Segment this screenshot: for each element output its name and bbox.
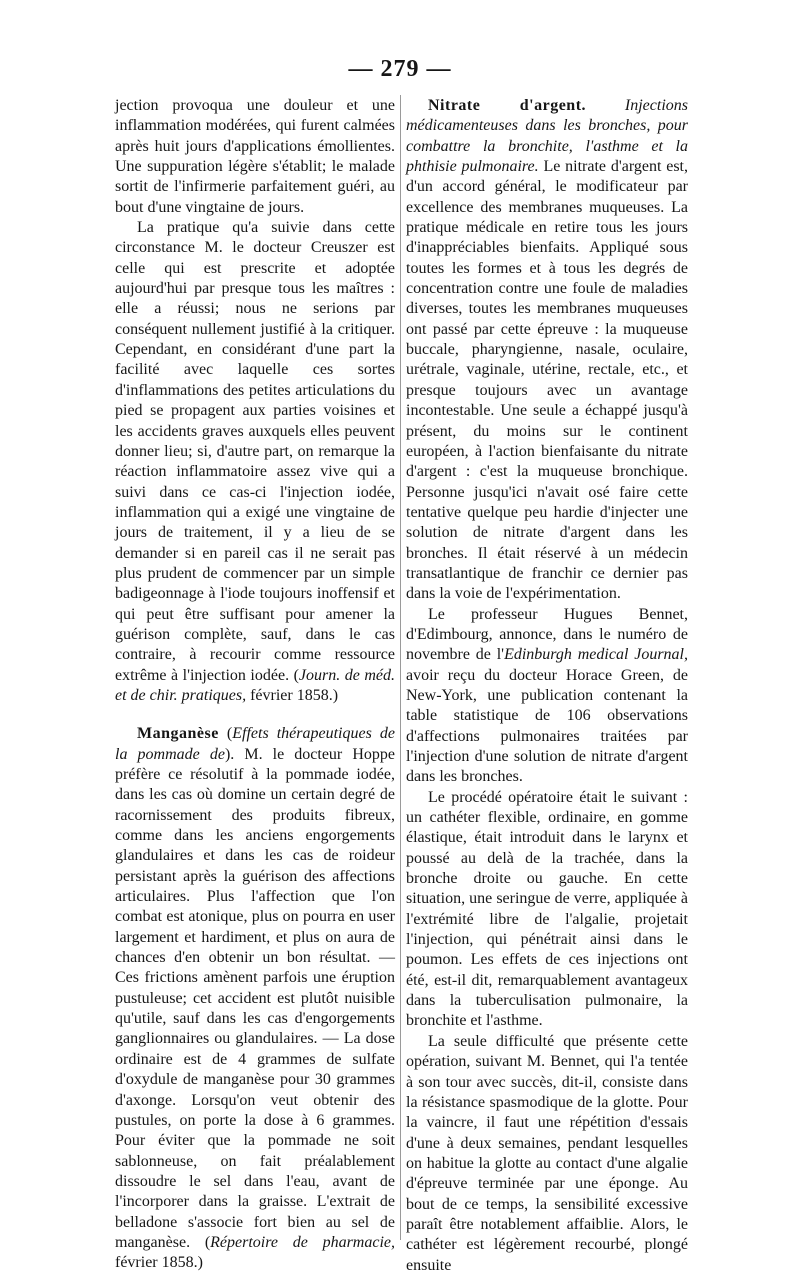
- article-title: Effets thérapeutiques de la pommade de: [115, 725, 396, 763]
- left-column: [115, 96, 395, 1274]
- title-open: (: [218, 725, 233, 743]
- paragraph-text: ). M. le docteur Hoppe préfère ce résolutif à la pommade iodée, dans les cas où domine un certain degré de racornissement des produits fibreux, comme dans les anciens engorgements glandulaires et dans les cas de roideur persistant après la guérison des affections articulaires. Plus l'affection que l'on combat est atonique, plus on pourra en user largement et hardiment, et plus on aura de chances d'en obtenir un bon résultat. — Ces frictions amènent parfois une éruption pustuleuse; cet accident est plutôt nuisible qu'utile, sauf dans les cas d'engorgements ganglionnaires ou glandulaires. — La dose ordinaire est de 4 grammes de sulfate d'oxydule de manganèse pour 30 grammes d'axonge. Lorsqu'on veut obtenir des pustules, on porte la dose à 6 grammes. Pour éviter que la pommade ne soit sablonneuse, on fait préalablement dissoudre le sel dans l'eau, avant de l'incorporer dans la graisse. L'extrait de belladone s'associe fort bien au sel de manganèse. (: [115, 745, 396, 1251]
- paragraph-creuszer: [115, 218, 395, 706]
- paragraph-text: avoir reçu du docteur Horace Green, de New-York, une publication contenant la table statistique de 106 observations d'affections pulmonaires traitées par l'injection d'une solution de nitrate d'argent dans les bronches.: [406, 666, 688, 786]
- paragraph-text: Le procédé opératoire était le suivant : un cathéter flexible, ordinaire, en gomme élastique, était introduit dans le larynx et poussé au delà de la trachée, dans la bronche droite ou gauche. En cette situation, une seringue de verre, appliquée à l'extrémité libre de l'algalie, projetait l'injection, qui pénétrait ainsi dans le poumon. Les effets de ces injections ont été, est-il dit, remarquablement avantageux dans la tuberculisation pulmonaire, la bronchite et l'asthme.: [406, 788, 688, 1030]
- paragraph-continuation: [115, 96, 395, 218]
- paragraph-text: jection provoqua une douleur et une inflammation modérées, qui furent calmées après huit jours d'applications émollientes. Une suppuration légère s'établit; le malade sortit de l'infirmerie parfaitement guéri, au bout d'une vingtaine de jours.: [115, 97, 395, 216]
- source-citation: Journ. de méd. et de chir. pratiques,: [115, 666, 395, 704]
- article-headword: Manganèse: [137, 725, 219, 743]
- journal-title: Edinburgh medical Journal,: [504, 646, 688, 664]
- article-nitrate: [406, 96, 688, 605]
- right-column: [406, 96, 688, 1276]
- paragraph-text: Le nitrate d'argent est, d'un accord général, le modificateur par excellence des membranes muqueuses. La pratique médicale en retire tous les jours d'inappréciables bienfaits. Appliqué sous toutes les formes et à tous les degrés de concentration contre une foule de maladies diverses, toutes les membranes muqueuses ont passé par cette épreuve : la muqueuse buccale, pharyngienne, nasale, oculaire, urétrale, vaginale, utérine, rectale, etc., et presque toujours avec un avantage incontestable. Une seule a échappé jusqu'à présent, du moins sur le continent européen, à l'action bienfaisante du nitrate d'argent : c'est la muqueuse bronchique. Personne jusqu'ici n'avait osé faire cette tentative quelque peu hardie d'injecter une solution de nitrate d'argent dans les bronches. Il était réservé à un médecin transatlantique de franchir ce dernier pas dans la voie de l'expérimentation.: [406, 158, 688, 603]
- paragraph-difficulty: [406, 1032, 688, 1276]
- citation-date: février 1858.): [246, 686, 339, 704]
- paragraph-bennet: [406, 605, 688, 788]
- column-divider: [400, 95, 401, 1240]
- article-headword: Nitrate d'argent.: [428, 97, 587, 114]
- paragraph-text: La seule difficulté que présente cette opération, suivant M. Bennet, qui l'a tentée à son tour avec succès, dit-il, consiste dans la résistance spasmodique de la glotte. Pour la vaincre, il faut une répétition d'essais d'une à deux semaines, pendant lesquelles on habitue la glotte au contact d'une algalie d'épreuve terminée par une éponge. Au bout de ce temps, la sensibilité excessive paraît être notablement affaiblie. Alors, le cathéter est légèrement recourbé, plongé ensuite: [406, 1032, 688, 1274]
- page-number: — 279 —: [348, 56, 452, 82]
- source-citation: Répertoire de pharmacie,: [210, 1233, 396, 1251]
- paragraph-procedure: [406, 788, 688, 1032]
- article-manganese: [115, 724, 395, 1273]
- paragraph-text: Le professeur Hugues Bennet, d'Edimbourg, annonce, dans le numéro de novembre de l': [406, 605, 688, 664]
- paragraph-text: La pratique qu'a suivie dans cette circonstance M. le docteur Creuszer est celle qui est prescrite et adoptée aujourd'hui par presque tous les maîtres : elle a réussi; nous ne serions par conséquent nullement justifié à la critiquer. Cependant, en considérant d'une part la facilité avec laquelle ces sortes d'inflammations des petites articulations du pied se propagent aux parties voisines et les accidents graves auxquels elles peuvent donner lieu; si, d'autre part, on remarque la réaction inflammatoire assez vive qui a suivi dans ce cas-ci l'injection iodée, inflammation qui a exigé une vingtaine de jours de traitement, il y a lieu de se demander si en pareil cas il ne serait pas plus prudent de commencer par un simple badigeonnage à l'iode toujours inoffensif et qui peut être suffisant pour amener la guérison complète, sauf, dans le cas contraire, à recourir comme ressource extrême à l'injection iodée. (: [115, 219, 395, 684]
- citation-date: février 1858.): [115, 1254, 203, 1272]
- article-title: Injections médicamenteuses dans les bronches, pour combattre la bronchite, l'asthme et la phthisie pulmonaire.: [406, 97, 688, 176]
